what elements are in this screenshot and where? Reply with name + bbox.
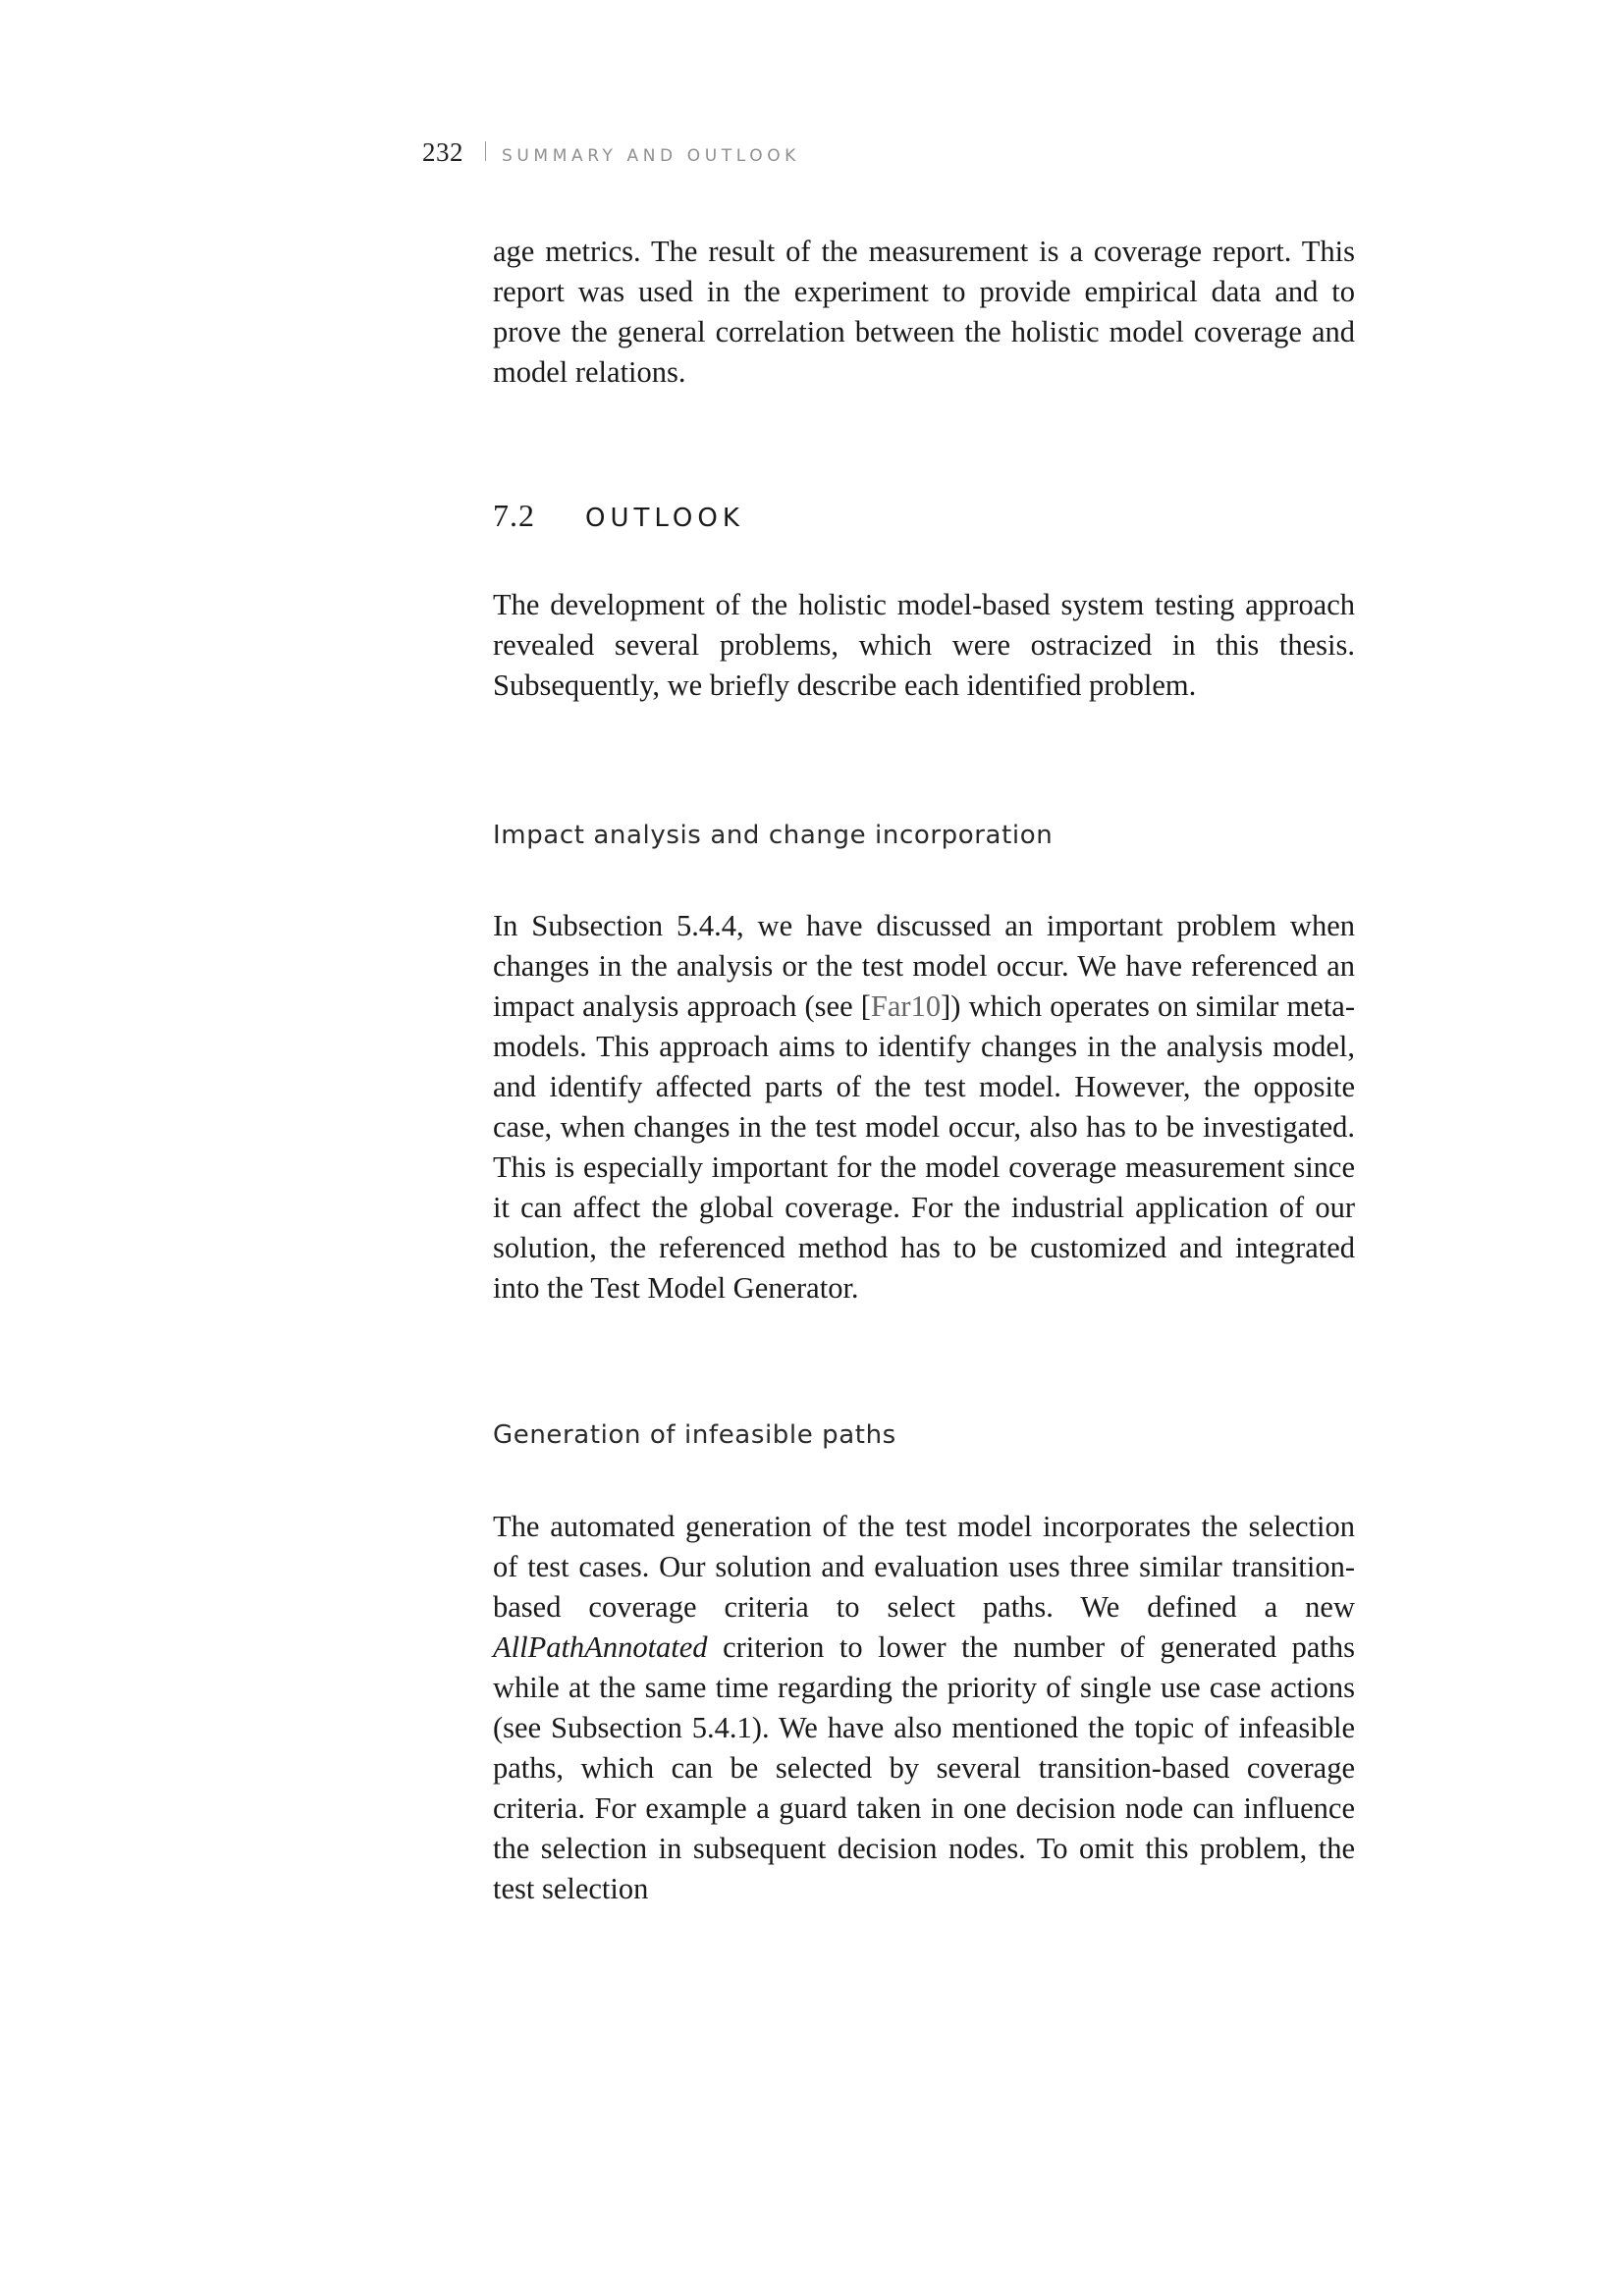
section-heading	[493, 498, 744, 541]
running-head-separator	[485, 141, 486, 161]
subsection-heading-impact-analysis: Impact analysis and change incorporation	[493, 821, 1054, 850]
infeasible-paths-paragraph	[493, 1507, 1355, 1909]
impact-analysis-text-end: ]) which operates on similar meta-models. This approach aims to identify changes in the analysis model, and identify affected parts of the test model. However, the opposite case, when changes in the test model occur, also has to be investigated. This is especially important for the model coverage measurement since it can affect the global coverage. For the industrial application of our solution, the referenced method has to be customized and integrated into the Test Model Generator.	[493, 989, 1355, 1305]
running-head	[422, 137, 1365, 177]
section-number: 7.2	[493, 498, 535, 533]
page-number: 232	[422, 137, 463, 167]
section-paragraph: The development of the holistic model-based system testing approach revealed several problems, which were ostracized in this thesis. Subsequently, we briefly describe each identified problem.	[493, 588, 1355, 702]
subsection-heading-infeasible-paths: Generation of infeasible paths	[493, 1420, 896, 1450]
running-head-title: SUMMARY AND OUTLOOK	[502, 146, 800, 166]
section-title: OUTLOOK	[585, 504, 744, 533]
infeasible-paths-text-end: criterion to lower the number of generated paths while at the same time regarding the priority of single use case actions (see Subsection 5.4.1). We have also mentioned the topic of infeasible paths, which can be selected by several transition-based coverage criteria. For example a guard taken in one decision node can influence the selection in subsequent decision nodes. To omit this problem, the test selection	[493, 1630, 1355, 1905]
citation-link[interactable]: Far10	[870, 989, 942, 1023]
impact-analysis-paragraph	[493, 906, 1355, 1308]
intro-paragraph: age metrics. The result of the measurement is a coverage report. This report was used in the experiment to provide empirical data and to prove the general correlation between the holistic model coverage and model relations.	[493, 235, 1355, 389]
impact-analysis-text-start: In Subsection 5.4.4, we have discussed an important problem when changes in the analysis or the test model occur. We have referenced an impact analysis approach (see [	[493, 909, 1355, 1023]
infeasible-paths-text-start: The automated generation of the test model incorporates the selection of test cases. Our solution and evaluation uses three similar transition-based coverage criteria to select paths. We defined a new	[493, 1510, 1355, 1624]
criterion-name: AllPathAnnotated	[493, 1630, 708, 1664]
